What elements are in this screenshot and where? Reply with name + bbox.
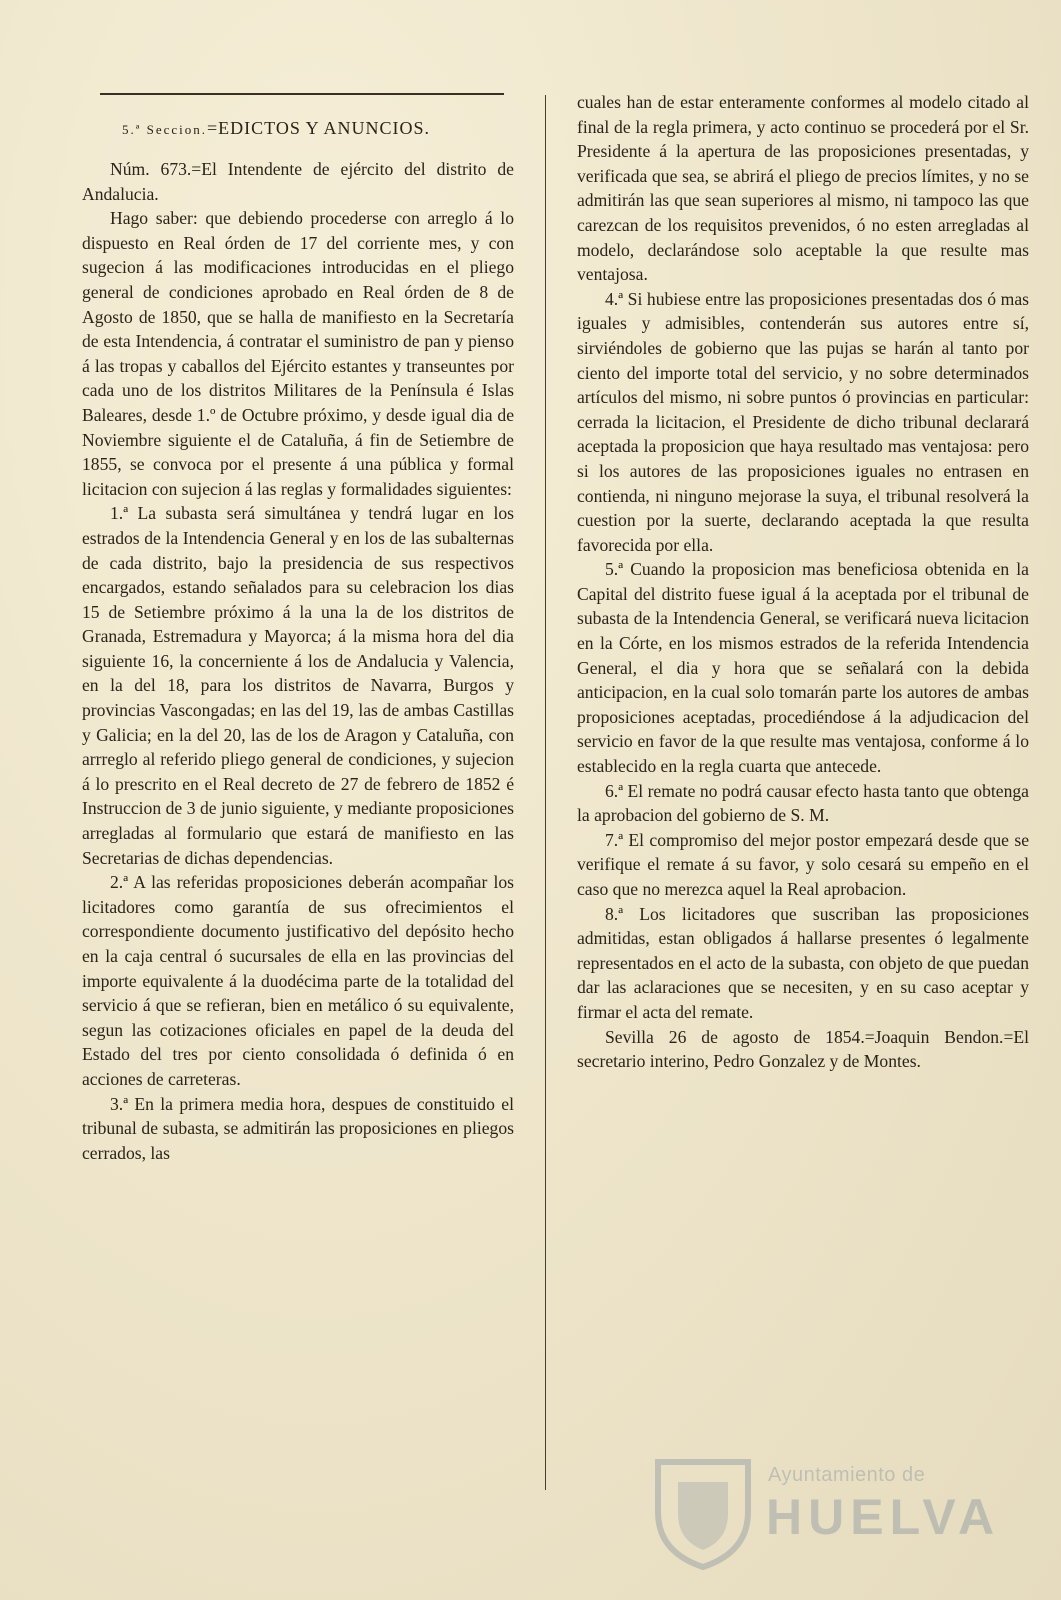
right-column-text — [577, 90, 1029, 1074]
left-column — [82, 0, 514, 1600]
rule-7: 7.ª El compromiso del mejor postor empezará desde que se verifique el remate á su favor, y solo cesará su empeño en el caso que no merezca aquel la Real aprobacion. — [577, 829, 1029, 899]
rule-3: 3.ª En la primera media hora, despues de constituido el tribunal de subasta, se admitirán las proposiciones en pliegos cerrados, las — [82, 1093, 514, 1163]
right-column — [577, 0, 1029, 1600]
rule-6: 6.ª El remate no podrá causar efecto hasta tanto que obtenga la aprobacion del gobierno de S. M. — [577, 780, 1029, 826]
rule-1: 1.ª La subasta será simultánea y tendrá lugar en los estrados de la Intendencia General y en los de las subalternas de cada distrito, bajo la presidencia de sus respectivos encargados, estando señalados para su celebracion los dias 15 de Setiembre próximo á la una la de los distritos de Granada, Estremadura y Mayorca; á la misma hora del dia siguiente 16, la concerniente á los de Andalucia y Valencia, en la del 18, para los distritos de Navarra, Burgos y provincias Vascongadas; en las del 19, las de ambas Castillas y Galicia; en la del 20, las de los de Aragon y Cataluña, con arrreglo al referido pliego general de condiciones, y sujecion á lo prescrito en el Real decreto de 27 de febrero de 1852 é Instruccion de 3 de junio siguiente, y mediante proposiciones arregladas al formulario que estará de manifiesto en las Secretarias de dichas dependencias. — [82, 503, 514, 868]
section-title: =EDICTOS Y ANUNCIOS. — [207, 118, 431, 138]
column-divider — [545, 95, 546, 1490]
notice-header: Núm. 673.=El Intendente de ejército del distrito de Andalucia. — [82, 159, 514, 204]
coat-of-arms-icon — [648, 1452, 758, 1572]
rule-4: 4.ª Si hubiese entre las proposiciones presentadas dos ó mas iguales y admisibles, contenderán sus autores entre sí, sirviéndoles de gobierno que las pujas se harán al tanto por ciento del importe total del servicio, y no sobre determinados artículos del mismo, ni sobre puntos ó provincias en particular: cerrada la licitacion, el Presidente de dicho tribunal declarará aceptada la proposicion que haya resultado mas ventajosa: pero si los autores de las proposiciones iguales no entrasen en contienda, ni ninguno mejorase la suya, el tribunal resolverá la cuestion por la suerte, declarando aceptada la que resulta favorecida por ella. — [577, 288, 1029, 555]
watermark-line2: HUELVA — [766, 1489, 1001, 1545]
rule-8: 8.ª Los licitadores que suscriban las proposiciones admitidas, estan obligados á hallarse presentes ó legalmente representados en el acto de la subasta, con objeto de que puedan dar las aclaraciones que se necesiten, y en su caso aceptar y firmar el acta del remate. — [577, 903, 1029, 1022]
section-prefix: 5.ª Seccion. — [122, 122, 207, 137]
rule-3-continued: cuales han de estar enteramente conformes al modelo citado al final de la regla primera, y acto continuo se procederá por el Sr. Presidente á la apertura de las proposiciones presentadas, y verificada que sea, se abrirá el pliego de precios límites, y no se admitirán las que sean superiores al mismo, ni tampoco las que carezcan de los requisitos prevenidos, ó no esten arregladas al modelo, declarándose solo aceptable la que resulte mas ventajosa. — [577, 92, 1029, 285]
left-column-text — [82, 157, 514, 1165]
rule-2: 2.ª A las referidas proposiciones deberán acompañar los licitadores como garantía de sus ofrecimientos el correspondiente documento justificativo del depósito hecho en la caja central ó sucursales de ella en las provincias del importe equivalente á la duodécima parte de la totalidad del servicio á que se refieran, bien en metálico ó su equivalente, segun las cotizaciones oficiales en papel de la deuda del Estado del tres por ciento consolidada ó definida ó en acciones de carreteras. — [82, 872, 514, 1089]
paragraph-intro: Hago saber: que debiendo procederse con arreglo á lo dispuesto en Real órden de 17 del corriente mes, y con sugecion á las modificaciones introducidas en el pliego general de condiciones aprobado en Real órden de 8 de Agosto de 1850, que se halla de manifiesto en la Secretaría de esta Intendencia, á contratar el suministro de pan y pienso á las tropas y caballos del Ejército estantes y transeuntes por cada uno de los distritos Militares de la Península é Islas Baleares, desde 1.º de Octubre próximo, y desde igual dia de Noviembre siguiente el de Cataluña, á fin de Setiembre de 1855, se convoca por el presente á una pública y formal licitacion con sujecion á las reglas y formalidades siguientes: — [82, 208, 514, 499]
signature: Sevilla 26 de agosto de 1854.=Joaquin Bendon.=El secretario interino, Pedro Gonzalez y de Montes. — [577, 1026, 1029, 1072]
watermark-line1: Ayuntamiento de — [768, 1464, 926, 1486]
rule-5: 5.ª Cuando la proposicion mas beneficiosa obtenida en la Capital del distrito fuese igual á la aceptada por el tribunal de subasta de la Intendencia General, se verificará nueva licitacion en la Córte, en los mismos estrados de la referida Intendencia General, el dia y hora que se señalará con la debida anticipacion, en la cual solo tomarán parte los autores de ambas proposiciones aceptadas, procediéndose á la adjudicacion del servicio en favor de la que resulte mas ventajosa, conforme á lo establecido en la regla cuarta que antecede. — [577, 559, 1029, 777]
watermark — [648, 1452, 1001, 1572]
